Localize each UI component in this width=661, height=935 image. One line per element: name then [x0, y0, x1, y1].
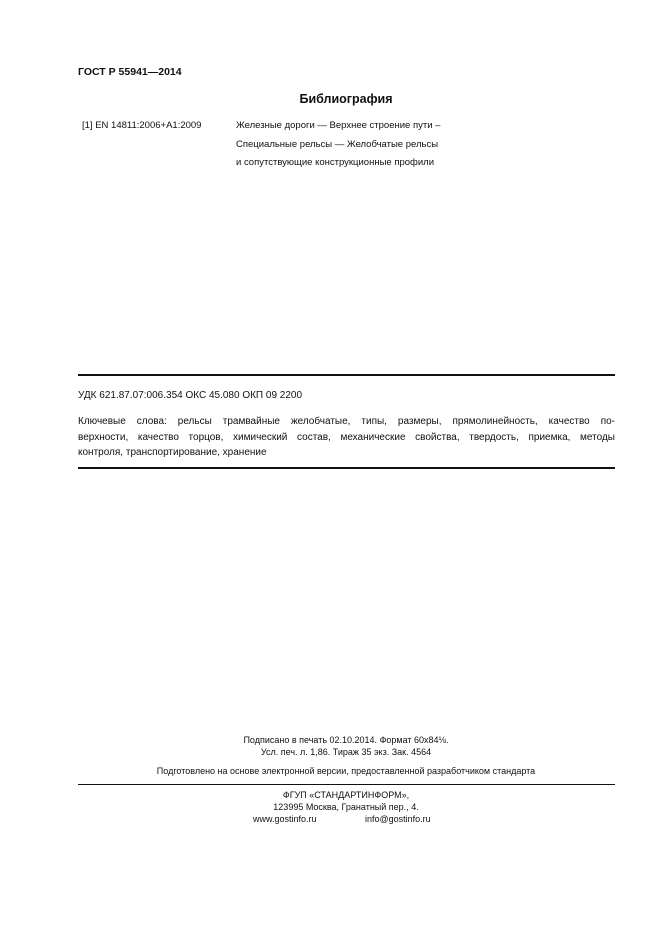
imprint-source-line: Подготовлено на основе электронной версии, предоставленной разработчиком стандарта — [156, 766, 536, 776]
section-divider — [78, 467, 615, 469]
bibliography-entry-line: и сопутствующие конструкционные профили — [236, 157, 435, 168]
keywords-line: контроля, транспортирование, хранение — [78, 447, 267, 458]
bibliography-entry-line: Железные дороги — Верхнее строение пути – — [236, 120, 441, 131]
section-divider — [78, 374, 615, 376]
bibliography-entry-number: [1] EN 14811:2006+A1:2009 — [82, 120, 202, 131]
imprint-signed-line: Подписано в печать 02.10.2014. Формат 60x84⅛. — [243, 735, 449, 745]
document-id: ГОСТ Р 55941—2014 — [78, 66, 182, 78]
bibliography-entry-line: Специальные рельсы — Желобчатые рельсы — [236, 139, 439, 150]
keywords-line: верхности, качество торцов, химический состав, механические свойства, твердость, приемка, методы — [78, 431, 615, 443]
publisher-website-link[interactable]: www.gostinfo.ru — [253, 814, 317, 824]
imprint-print-line: Усл. печ. л. 1,86. Тираж 35 экз. Зак. 4564 — [260, 747, 432, 757]
publisher-name: ФГУП «СТАНДАРТИНФОРМ», — [282, 790, 410, 800]
publisher-divider — [78, 784, 615, 785]
bibliography-title: Библиография — [299, 92, 393, 106]
keywords-line: Ключевые слова: рельсы трамвайные желобчатые, типы, размеры, прямолинейность, качество по- — [78, 416, 615, 427]
publisher-address: 123995 Москва, Гранатный пер., 4. — [273, 802, 419, 812]
udk-classification: УДК 621.87.07:006.354 ОКС 45.080 ОКП 09 2200 — [78, 390, 303, 401]
publisher-email-link[interactable]: info@gostinfo.ru — [365, 814, 431, 824]
keywords-paragraph — [78, 414, 615, 461]
